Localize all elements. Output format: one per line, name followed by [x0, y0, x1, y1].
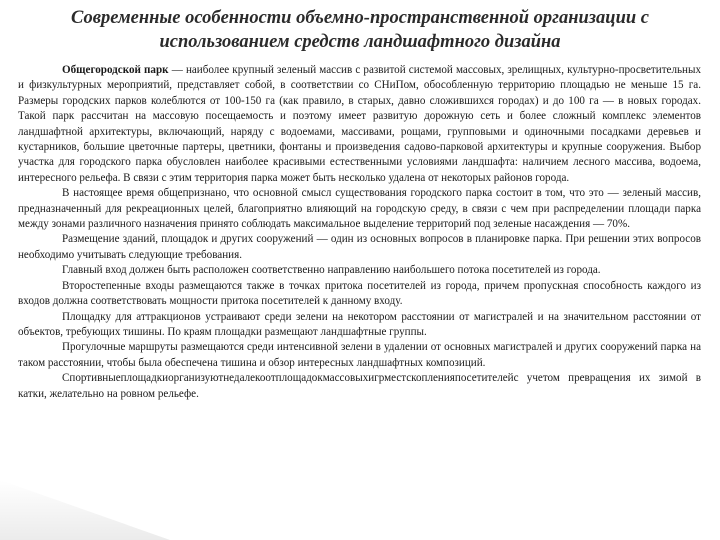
- paragraph-park-definition: [18, 63, 701, 186]
- paragraph-attractions: Площадку для аттракционов устраивают среди зелени на некотором расстоянии от магистралей и на значительном расстоянии от объектов, требующих тишины. По краям площадки размещают ландшафтные группы.: [18, 310, 701, 338]
- title-line-2: использованием средств ландшафтного дизайна: [159, 32, 561, 52]
- paragraph-text: — наиболее крупный зеленый массив с развитой системой массовых, зрелищных, культурно-просветительных и физкультурных мероприятий, представляет собой, в соответствии со СНиПом, обособленную территорию площадью не меньше 15 га. Размеры городских парков колеблются от 100-150 га (как правило, в старых, давно сложившихся городах) и до 100 га — в новых городах. Такой парк рассчитан на массовую посещаемость и поэтому имеет развитую дорожную сеть и более сложный комплекс элементов ландшафтной архитектуры, включающий, наряду с водоемами, массивами, рощами, групповыми и одиночными посадками деревьев и кустарников, большие цветочные партеры, цветники, фонтаны и произведения садово-парковой архитектуры и крупные сооружения. Выбор участка для городского парка обусловлен наиболее красивыми естественными условиями ландшафта: наличием лесного массива, водоема, интересного рельефа. В связи с этим территория парка может быть несколько удалена от некоторых районов города.: [18, 64, 701, 184]
- title-line-1: Современные особенности объемно-пространственной организации с: [71, 8, 649, 28]
- paragraph-placement: Размещение зданий, площадок и других сооружений — один из основных вопросов в планировке парка. При решении этих вопросов необходимо учитывать следующие требования.: [18, 233, 701, 261]
- page-corner-shadow: [0, 480, 170, 540]
- paragraph-park-purpose: В настоящее время общепризнано, что основной смысл существования городского парка состоит в том, что это — зеленый массив, предназначенный для рекреационных целей, благоприятно влияющий на городскую среду, в связи с чем при распределении площади парка между зонами различного назначения принято соблюдать максимальное выделение территорий под зеленые насаждения — 70%.: [18, 187, 701, 231]
- paragraph-walking-routes: Прогулочные маршруты размещаются среди интенсивной зелени в удалении от основных магистралей и других сооружений парка на таком расстоянии, чтобы была обеспечена тишина и обзор интересных ландшафтных композиций.: [18, 341, 701, 369]
- term-city-park: Общегородской парк: [62, 64, 169, 76]
- paragraph-secondary-entrances: Второстепенные входы размещаются также в точках притока посетителей из города, причем пропускная способность каждого из входов должна соответствовать мощности притока посетителей к данному входу.: [18, 279, 701, 308]
- paragraph-sports-grounds: Спортивныеплощадкиорганизуютнедалекоотплощадокмассовыхигрместскопленияпосетителейс учетом превращения их зимой в катки, желательно на ровном рельефе.: [18, 372, 701, 400]
- paragraph-main-entrance: Главный вход должен быть расположен соответственно направлению наибольшего потока посетителей из города.: [62, 264, 601, 277]
- body-text: [18, 63, 701, 402]
- slide-title: [22, 6, 698, 54]
